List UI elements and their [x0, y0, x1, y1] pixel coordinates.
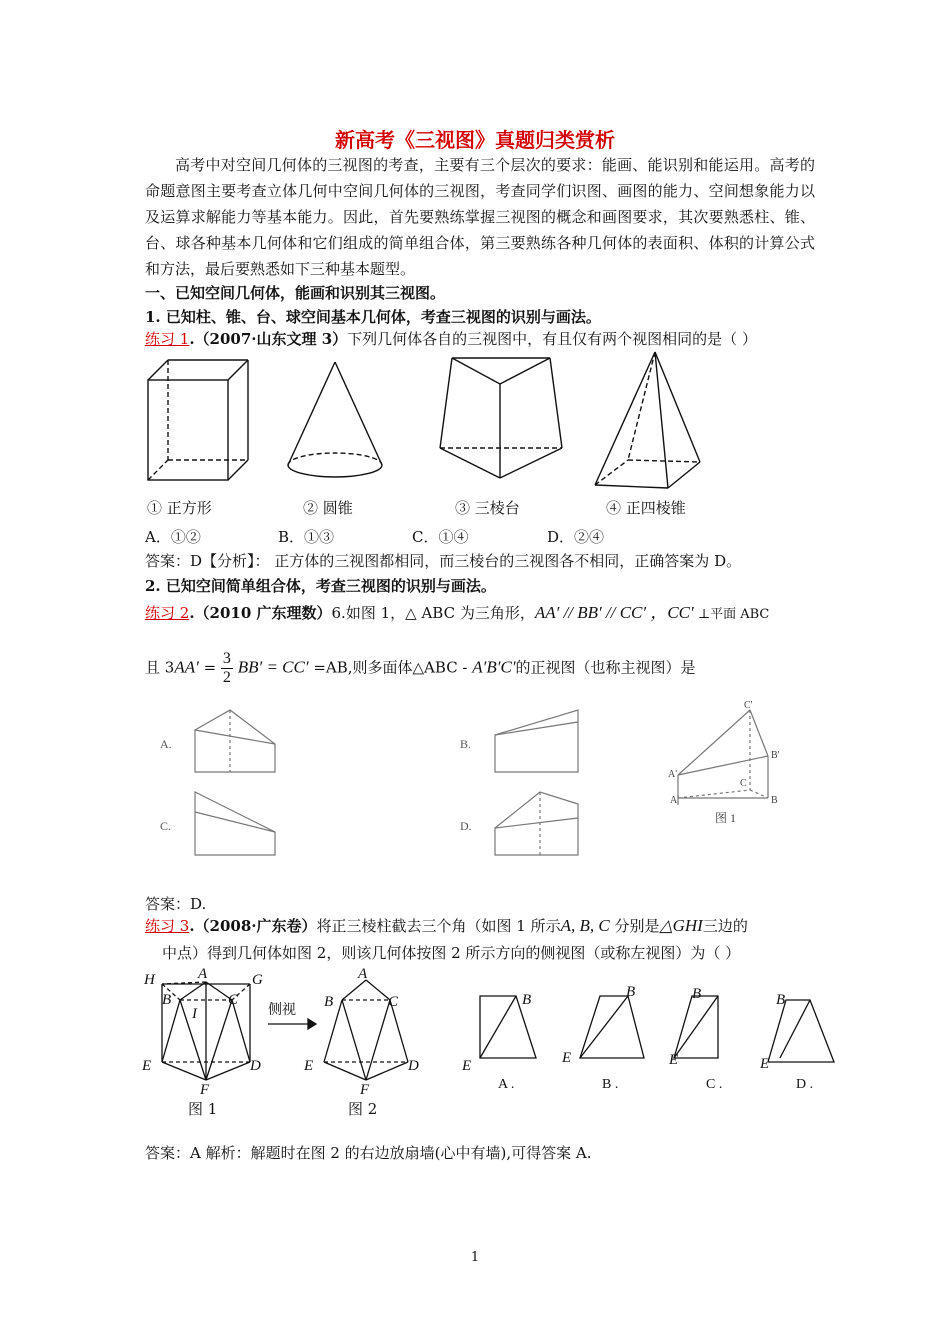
- ex1-option-d[interactable]: D．②④: [547, 528, 605, 546]
- caption-frustum: ③ 三棱台: [455, 499, 520, 517]
- exercise-3-text-c: 三边的: [702, 917, 748, 935]
- page-title: 新高考《三视图》真题归类赏析: [335, 128, 615, 152]
- svg-text:E: E: [304, 1058, 314, 1074]
- ex1-option-c[interactable]: C．①④: [412, 528, 469, 546]
- ex2-point-a: A: [670, 795, 678, 806]
- exercise-3-question-line2: 中点）得到几何体如图 2，则该几何体按图 2 所示方向的侧视图（或称左视图）为（ ）: [162, 944, 741, 962]
- ex3-figure-2-label: 图 2: [348, 1100, 378, 1118]
- ex2-opt-a-label: A.: [160, 737, 172, 751]
- ex3-option-a: A .: [498, 1077, 515, 1092]
- svg-text:B: B: [324, 994, 334, 1010]
- svg-text:A: A: [198, 966, 208, 982]
- exercise-2-source: .（2010 广东理数）: [189, 604, 332, 622]
- ex2-point-b: B: [771, 795, 778, 806]
- svg-text:B: B: [692, 986, 702, 1002]
- ex2-opt-b-label: B.: [460, 737, 472, 751]
- exercise-2-text-b: ⊥平面 ABC: [693, 607, 770, 622]
- svg-text:B: B: [626, 984, 636, 1000]
- svg-text:F: F: [360, 1082, 370, 1098]
- section-1-heading: 一、已知空间几何体，能画和识别其三视图。: [145, 284, 446, 302]
- condition-abc: A′B′C′: [472, 657, 516, 677]
- cube-figure: [148, 360, 248, 480]
- exercise-3-source: .（2008·广东卷）: [189, 917, 317, 935]
- svg-text:F: F: [200, 1082, 210, 1098]
- pyramid-figure: [595, 352, 700, 488]
- ex3-option-d: D .: [796, 1077, 814, 1092]
- ex3-option-b: B .: [602, 1077, 619, 1092]
- ex2-option-a-figure: [195, 710, 275, 772]
- ex2-point-b-prime: B': [771, 750, 780, 761]
- exercise-1-link[interactable]: 练习 1: [145, 330, 190, 348]
- caption-pyramid: ④ 正四棱锥: [606, 499, 686, 517]
- exercise-1-source: .（2007·山东文理 3）: [189, 330, 348, 348]
- ex2-opt-d-label: D.: [460, 819, 472, 833]
- condition-eq: =: [198, 658, 221, 677]
- exercise-1-answer: 答案：D【分析】： 正方体的三视图都相同，而三棱台的三视图各不相同，正确答案为 D。: [145, 552, 742, 570]
- ex3-option-points: [461, 984, 785, 1074]
- exercise-3-answer: 答案：A 解析：解题时在图 2 的右边放扇墙(心中有墙),可得答案 A.: [145, 1144, 592, 1162]
- exercise-3-math-abc: A, B, C: [560, 916, 610, 935]
- exercise-2-question: [145, 598, 769, 623]
- svg-text:C: C: [388, 994, 399, 1010]
- ex2-opt-c-label: C.: [160, 819, 172, 833]
- exercise-3-link[interactable]: 练习 3: [145, 917, 190, 935]
- svg-text:I: I: [192, 1006, 197, 1022]
- svg-text:E: E: [760, 1056, 770, 1072]
- exercise-2-condition: [145, 650, 696, 687]
- ex2-point-c: C: [740, 778, 747, 789]
- exercise-2-math: AA′ // BB′ // CC′ ，CC′: [534, 603, 694, 622]
- ex2-option-d-figure: [495, 792, 578, 855]
- svg-text:A: A: [358, 966, 368, 982]
- svg-text:E: E: [669, 1052, 679, 1068]
- condition-suffix: 的正视图（也称主视图）是: [515, 658, 696, 677]
- svg-text:B: B: [776, 992, 786, 1008]
- svg-text:G: G: [252, 972, 263, 988]
- svg-text:E: E: [142, 1058, 152, 1074]
- exercise-3-text-b: 分别是: [614, 917, 660, 935]
- subsection-1-heading: 1. 已知柱、锥、台、球空间基本几何体，考查三视图的识别与画法。: [145, 308, 601, 326]
- svg-text:D: D: [250, 1058, 261, 1074]
- ex3-figure-1-label: 图 1: [188, 1100, 218, 1118]
- svg-text:E: E: [562, 1050, 572, 1066]
- exercise-2-link[interactable]: 练习 2: [145, 604, 190, 622]
- condition-middle: =AB,则多面体△ABC -: [308, 658, 473, 677]
- exercise-1-text: 下列几何体各自的三视图中，有且仅有两个视图相同的是（ ）: [347, 330, 757, 348]
- fraction-denominator: 2: [222, 669, 231, 686]
- exercise-3-text-a: 将正三棱柱截去三个角（如图 1 所示: [316, 917, 561, 935]
- ex3-option-c: C .: [706, 1077, 723, 1092]
- condition-prefix: 且 3: [145, 658, 175, 677]
- svg-text:B: B: [522, 992, 532, 1008]
- exercise-2-text: 6.如图 1，△ ABC 为三角形，: [331, 604, 535, 622]
- ex3-arrow-label: 侧视: [268, 1002, 296, 1018]
- exercise-1-question: [145, 328, 757, 349]
- ex2-option-c-figure: [195, 792, 275, 855]
- frustum-figure: [440, 358, 562, 478]
- ex2-point-a-prime: A': [668, 769, 678, 780]
- caption-cone: ② 圆锥: [303, 499, 353, 517]
- ex2-figure-1: [678, 710, 768, 805]
- subsection-2-heading: 2. 已知空间简单组合体，考查三视图的识别与画法。: [145, 577, 496, 595]
- ex3-arrow-icon: [268, 1019, 316, 1029]
- page-number: 1: [470, 1250, 480, 1265]
- svg-text:H: H: [144, 972, 155, 988]
- caption-cube: ① 正方形: [147, 499, 212, 517]
- svg-text:D: D: [408, 1058, 419, 1074]
- exercise-2-answer: 答案：D.: [145, 895, 207, 913]
- fraction-numerator: 3: [222, 650, 231, 667]
- condition-aa: AA′: [174, 657, 199, 677]
- exercise-3-figures: [140, 962, 840, 1127]
- ex2-figure-1-label: 图 1: [715, 811, 737, 825]
- cone-figure: [288, 362, 382, 477]
- exercise-3-question: [145, 915, 748, 936]
- condition-bb: BB′ = CC′: [237, 657, 309, 677]
- exercise-2-options: [150, 700, 810, 870]
- svg-text:B: B: [162, 992, 172, 1008]
- ex1-option-b[interactable]: B．①③: [278, 528, 335, 546]
- svg-text:E: E: [462, 1058, 472, 1074]
- ex2-option-b-figure: [495, 710, 578, 772]
- ex2-point-c-prime: C': [744, 700, 753, 711]
- exercise-1-solids: [140, 350, 840, 495]
- intro-paragraph: 高考中对空间几何体的三视图的考查，主要有三个层次的要求：能画、能识别和能运用。高考的命题意图主要考查立体几何中空间几何体的三视图，考查同学们识图、画图的能力、空间想象能力以及运算求解能力等基本能力。因此，首先要熟练掌握三视图的概念和画图要求，其次要熟悉柱、锥、台、球各种基本几何体和它们组成的简单组合体，第三要熟练各种几何体的表面积、体积的计算公式和方法，最后要熟悉如下三种基本题型。: [145, 156, 815, 278]
- fraction: [221, 650, 233, 687]
- ex1-option-a[interactable]: A．①②: [145, 528, 201, 546]
- exercise-3-math-ghi: △GHI: [659, 916, 703, 935]
- svg-text:C: C: [228, 992, 239, 1008]
